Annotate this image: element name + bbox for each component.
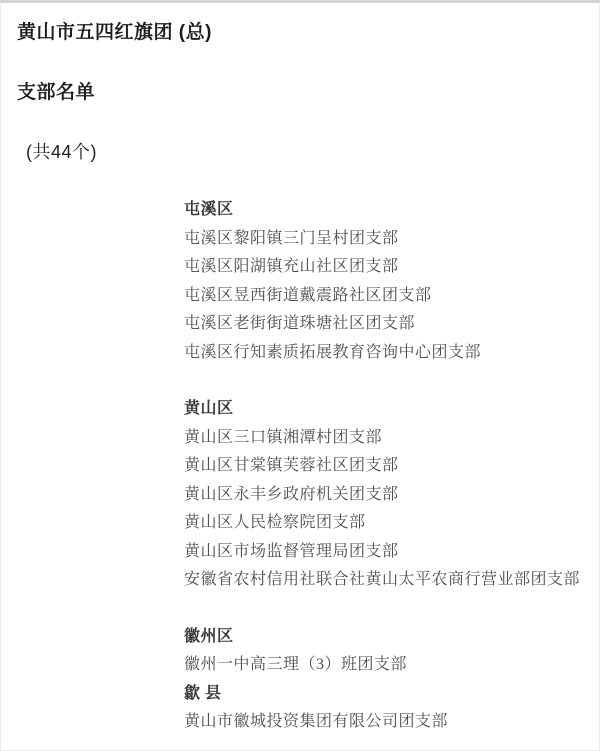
branch-item: 屯溪区行知素质拓展教育咨询中心团支部 bbox=[184, 343, 482, 361]
branch-item: 黄山区市场监督管理局团支部 bbox=[184, 542, 399, 560]
branch-item: 屯溪区昱西街道戴震路社区团支部 bbox=[184, 286, 432, 304]
branch-item: 屯溪区黎阳镇三门呈村团支部 bbox=[184, 229, 399, 247]
branch-item: 黄山区永丰乡政府机关团支部 bbox=[184, 485, 399, 503]
district-section bbox=[184, 623, 589, 680]
doc-title: 黄山市五四红旗团 (总) bbox=[17, 22, 212, 43]
doc-subtitle: 支部名单 bbox=[17, 82, 96, 103]
district-section bbox=[184, 395, 589, 595]
branch-item: 黄山区人民检察院团支部 bbox=[184, 514, 366, 531]
branch-item: 黄山区三口镇湘潭村团支部 bbox=[184, 428, 383, 446]
section-header: 歙 县 bbox=[184, 684, 222, 702]
branch-item: 屯溪区阳湖镇充山社区团支部 bbox=[184, 258, 399, 275]
branch-item: 屯溪区老街街道珠塘社区团支部 bbox=[184, 315, 416, 332]
district-section bbox=[184, 196, 589, 367]
section-header: 徽州区 bbox=[184, 627, 234, 645]
branch-list bbox=[184, 196, 589, 737]
doc-count: (共44个) bbox=[26, 142, 98, 162]
section-header: 屯溪区 bbox=[184, 201, 234, 218]
branch-item: 徽州一中高三理（3）班团支部 bbox=[184, 656, 408, 673]
section-header: 黄山区 bbox=[184, 400, 234, 417]
district-section bbox=[184, 680, 589, 737]
branch-item: 黄山区甘棠镇芙蓉社区团支部 bbox=[184, 457, 399, 474]
branch-item: 黄山市徽城投资集团有限公司团支部 bbox=[184, 713, 449, 730]
branch-item: 安徽省农村信用社联合社黄山太平农商行营业部团支部 bbox=[184, 571, 581, 588]
